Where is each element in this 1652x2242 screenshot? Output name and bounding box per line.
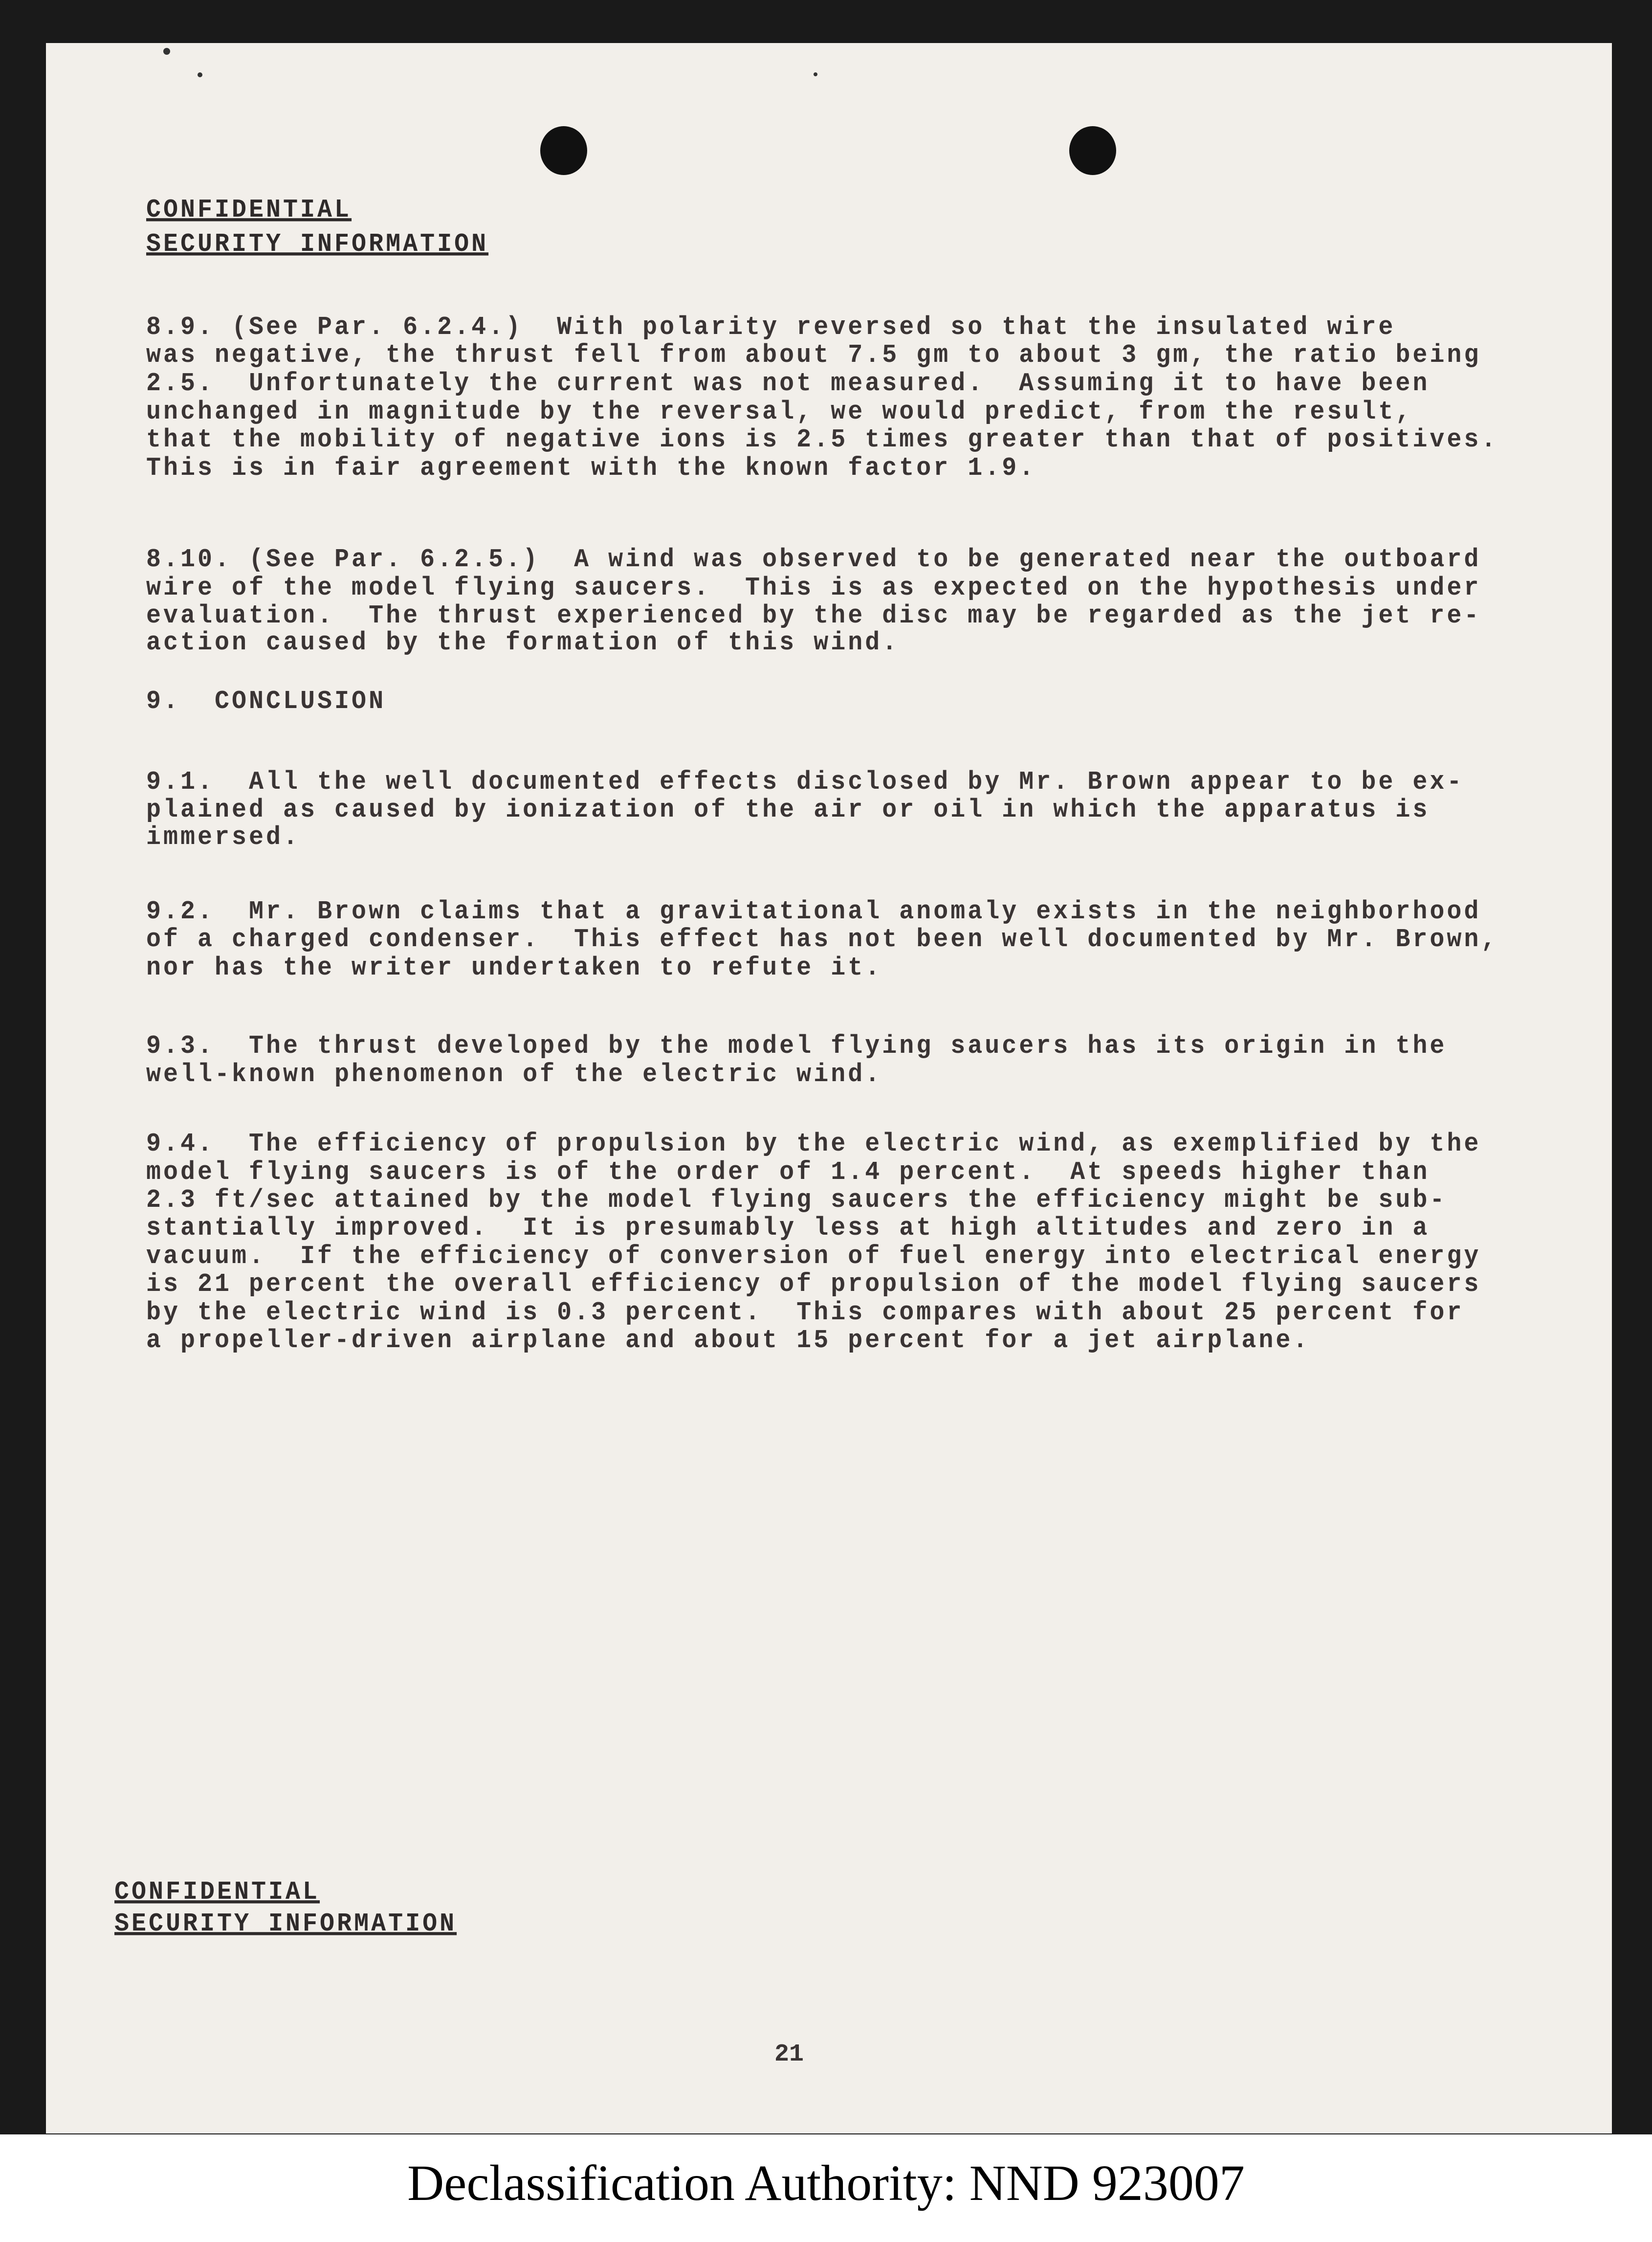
section-heading: 9. CONCLUSION	[146, 687, 386, 716]
paragraph-9-4-line: 2.3 ft/sec attained by the model flying saucers the efficiency might be sub-	[146, 1186, 1447, 1215]
paragraph-9-4-line: stantially improved. It is presumably less at high altitudes and zero in a	[146, 1214, 1430, 1243]
paragraph-9-3-line: 9.3. The thrust developed by the model flying saucers has its origin in the	[146, 1032, 1447, 1061]
paragraph-9-2-line: of a charged condenser. This effect has not been well documented by Mr. Brown,	[146, 925, 1498, 955]
paragraph-9-3-line: well-known phenomenon of the electric wind.	[146, 1060, 882, 1089]
paragraph-9-1-line: plained as caused by ionization of the air or oil in which the apparatus is	[146, 796, 1430, 825]
paragraph-9-4-line: 9.4. The efficiency of propulsion by the electric wind, as exemplified by the	[146, 1130, 1481, 1159]
paragraph-8-9-line: unchanged in magnitude by the reversal, we would predict, from the result,	[146, 398, 1413, 427]
caption-band	[0, 2134, 1652, 2242]
paragraph-8-10-line: 8.10. (See Par. 6.2.5.) A wind was observed to be generated near the outboard	[146, 545, 1481, 575]
speck	[814, 72, 817, 76]
punch-hole	[1069, 126, 1116, 175]
document-page	[46, 43, 1612, 2133]
page-number: 21	[774, 2041, 804, 2068]
speck	[198, 72, 202, 77]
classification-marking: CONFIDENTIAL	[114, 1878, 320, 1907]
declassification-caption: Declassification Authority: NND 923007	[407, 2155, 1245, 2211]
paragraph-9-4-line: a propeller-driven airplane and about 15 percent for a jet airplane.	[146, 1326, 1310, 1355]
speck	[163, 48, 170, 55]
paragraph-9-4-line: model flying saucers is of the order of 1.4 percent. At speeds higher than	[146, 1158, 1430, 1187]
punch-hole	[540, 126, 587, 175]
paragraph-9-4-line: by the electric wind is 0.3 percent. This compares with about 25 percent for	[146, 1298, 1464, 1328]
paragraph-8-10-line: action caused by the formation of this wind.	[146, 628, 900, 658]
paragraph-8-9-line: 2.5. Unfortunately the current was not measured. Assuming it to have been	[146, 369, 1430, 399]
paragraph-9-2-line: nor has the writer undertaken to refute it.	[146, 954, 882, 983]
paragraph-8-9-line: This is in fair agreement with the known factor 1.9.	[146, 454, 1036, 483]
classification-marking: CONFIDENTIAL	[146, 196, 352, 225]
paragraph-9-1-line: immersed.	[146, 823, 301, 852]
paragraph-8-9-line: 8.9. (See Par. 6.2.4.) With polarity reversed so that the insulated wire	[146, 313, 1396, 342]
paragraph-9-2-line: 9.2. Mr. Brown claims that a gravitational anomaly exists in the neighborhood	[146, 897, 1481, 927]
paragraph-9-1-line: 9.1. All the well documented effects disclosed by Mr. Brown appear to be ex-	[146, 768, 1464, 797]
paragraph-8-10-line: wire of the model flying saucers. This is as expected on the hypothesis under	[146, 574, 1481, 603]
paragraph-8-10-line: evaluation. The thrust experienced by the disc may be regarded as the jet re-	[146, 601, 1481, 631]
paragraph-9-4-line: vacuum. If the efficiency of conversion of fuel energy into electrical energy	[146, 1242, 1481, 1271]
classification-marking: SECURITY INFORMATION	[146, 230, 489, 259]
paragraph-8-9-line: that the mobility of negative ions is 2.5 times greater than that of positives.	[146, 425, 1498, 455]
paragraph-9-4-line: is 21 percent the overall efficiency of propulsion of the model flying saucers	[146, 1270, 1481, 1299]
paragraph-8-9-line: was negative, the thrust fell from about 7.5 gm to about 3 gm, the ratio being	[146, 341, 1481, 370]
classification-marking: SECURITY INFORMATION	[114, 1909, 457, 1939]
